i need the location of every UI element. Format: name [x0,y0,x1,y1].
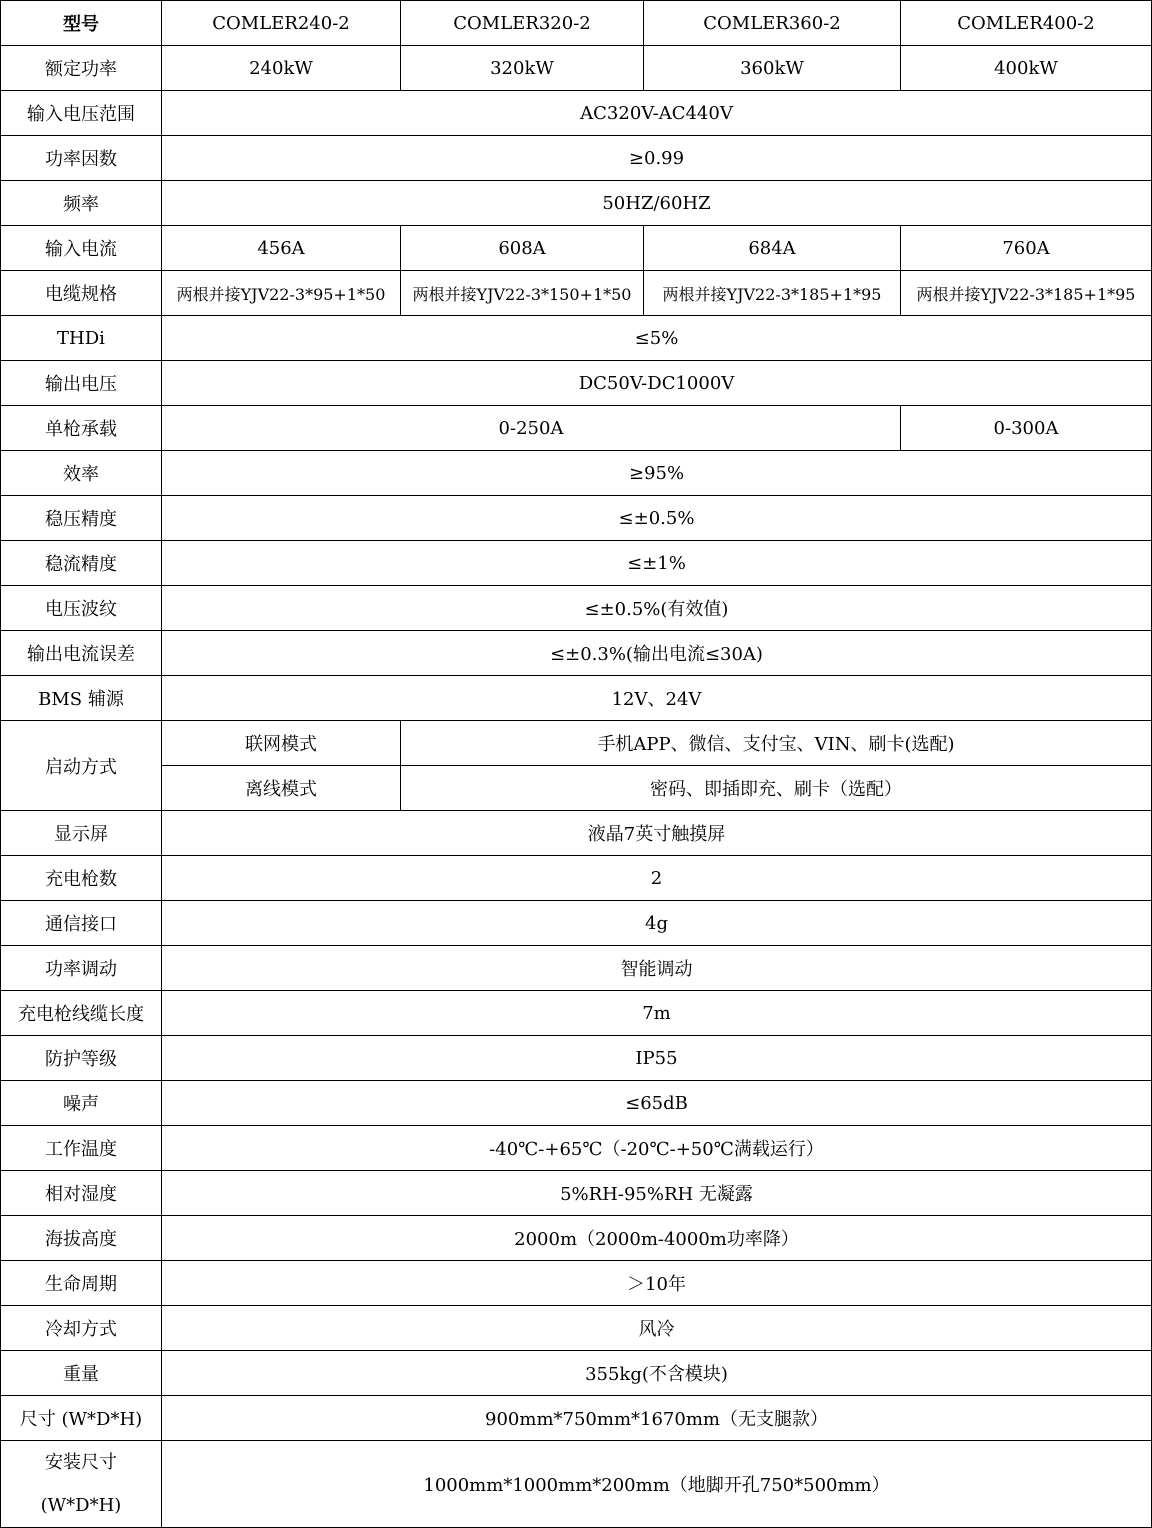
header-label: 型号 [1,1,162,46]
cell-value: 密码、即插即充、刷卡（选配） [401,766,1152,811]
sub-label-offline: 离线模式 [162,766,401,811]
row-label: 功率因数 [1,136,162,181]
table-row [1,496,1152,541]
table-row [1,1306,1152,1351]
table-row [1,1126,1152,1171]
cell-value: 风冷 [162,1306,1152,1351]
row-label: 通信接口 [1,901,162,946]
row-label: 电压波纹 [1,586,162,631]
table-row [1,361,1152,406]
cell-value: IP55 [162,1036,1152,1081]
table-row [1,721,1152,766]
cell-value: ≤65dB [162,1081,1152,1126]
row-label: 工作温度 [1,1126,162,1171]
table-row [1,406,1152,451]
table-row [1,1351,1152,1396]
cell-value: -40℃-+65℃（-20℃-+50℃满载运行） [162,1126,1152,1171]
row-label: 尺寸 (W*D*H) [1,1396,162,1441]
table-row [1,271,1152,316]
cell-value: ≤±0.3%(输出电流≤30A) [162,631,1152,676]
row-label: 稳压精度 [1,496,162,541]
row-label: 输入电流 [1,226,162,271]
cell-value: 400kW [901,46,1152,91]
table-row [1,541,1152,586]
table-row [1,946,1152,991]
cell-value: ≤±1% [162,541,1152,586]
row-label: 输出电流误差 [1,631,162,676]
row-label: 重量 [1,1351,162,1396]
cell-value: 两根并接YJV22-3*185+1*95 [644,271,901,316]
cell-value: ≤5% [162,316,1152,361]
table-row [1,766,1152,811]
cell-value: 两根并接YJV22-3*185+1*95 [901,271,1152,316]
cell-value: 两根并接YJV22-3*150+1*50 [401,271,644,316]
cell-value: ≥0.99 [162,136,1152,181]
table-row [1,901,1152,946]
row-label: 显示屏 [1,811,162,856]
cell-value: 智能调动 [162,946,1152,991]
row-label: 海拔高度 [1,1216,162,1261]
row-label: 单枪承载 [1,406,162,451]
cell-value: 5%RH-95%RH 无凝露 [162,1171,1152,1216]
cell-value: DC50V-DC1000V [162,361,1152,406]
row-label: 充电枪线缆长度 [1,991,162,1036]
cell-value: 7m [162,991,1152,1036]
cell-value: 456A [162,226,401,271]
cell-value: 240kW [162,46,401,91]
cell-value: ＞10年 [162,1261,1152,1306]
cell-value: 360kW [644,46,901,91]
row-label: 输出电压 [1,361,162,406]
sub-label-online: 联网模式 [162,721,401,766]
cell-value: 608A [401,226,644,271]
table-row [1,91,1152,136]
row-label-line2: (W*D*H) [40,1495,122,1516]
row-label: THDi [1,316,162,361]
cell-value: 320kW [401,46,644,91]
table-row [1,451,1152,496]
table-row [1,1216,1152,1261]
table-row [1,1171,1152,1216]
table-row [1,316,1152,361]
row-label-line1: 安装尺寸 [45,1452,117,1473]
row-label: 生命周期 [1,1261,162,1306]
row-label: 电缆规格 [1,271,162,316]
table-row [1,1441,1152,1528]
model-2: COMLER320-2 [401,1,644,46]
cell-value: 760A [901,226,1152,271]
row-label: 额定功率 [1,46,162,91]
cell-value: 液晶7英寸触摸屏 [162,811,1152,856]
table-row [1,181,1152,226]
row-label: 冷却方式 [1,1306,162,1351]
row-label: 频率 [1,181,162,226]
cell-value: 2000m（2000m-4000m功率降） [162,1216,1152,1261]
cell-value: 12V、24V [162,676,1152,721]
table-row [1,46,1152,91]
cell-value: ≥95% [162,451,1152,496]
cell-value: 手机APP、微信、支付宝、VIN、刷卡(选配) [401,721,1152,766]
table-row [1,991,1152,1036]
cell-value: 355kg(不含模块) [162,1351,1152,1396]
row-label: 稳流精度 [1,541,162,586]
table-row [1,226,1152,271]
row-label [1,1441,162,1528]
cell-value: 0-250A [162,406,901,451]
cell-value: 0-300A [901,406,1152,451]
cell-value: 1000mm*1000mm*200mm（地脚开孔750*500mm） [162,1441,1152,1528]
cell-value: 684A [644,226,901,271]
model-4: COMLER400-2 [901,1,1152,46]
table-row [1,631,1152,676]
table-row [1,1081,1152,1126]
table-row [1,586,1152,631]
cell-value: ≤±0.5% [162,496,1152,541]
row-label: 输入电压范围 [1,91,162,136]
row-label: 充电枪数 [1,856,162,901]
cell-value: 4g [162,901,1152,946]
cell-value: 2 [162,856,1152,901]
table-row [1,856,1152,901]
table-row [1,1036,1152,1081]
row-label: 启动方式 [1,721,162,811]
model-3: COMLER360-2 [644,1,901,46]
model-1: COMLER240-2 [162,1,401,46]
row-label: BMS 辅源 [1,676,162,721]
row-label: 效率 [1,451,162,496]
table-row [1,811,1152,856]
cell-value: ≤±0.5%(有效值) [162,586,1152,631]
cell-value: 50HZ/60HZ [162,181,1152,226]
table-row [1,1396,1152,1441]
row-label: 相对湿度 [1,1171,162,1216]
row-label: 噪声 [1,1081,162,1126]
table-row [1,676,1152,721]
cell-value: 900mm*750mm*1670mm（无支腿款） [162,1396,1152,1441]
table-row [1,1261,1152,1306]
row-label: 防护等级 [1,1036,162,1081]
cell-value: AC320V-AC440V [162,91,1152,136]
table-row [1,136,1152,181]
cell-value: 两根并接YJV22-3*95+1*50 [162,271,401,316]
row-label: 功率调动 [1,946,162,991]
header-row [1,1,1152,46]
